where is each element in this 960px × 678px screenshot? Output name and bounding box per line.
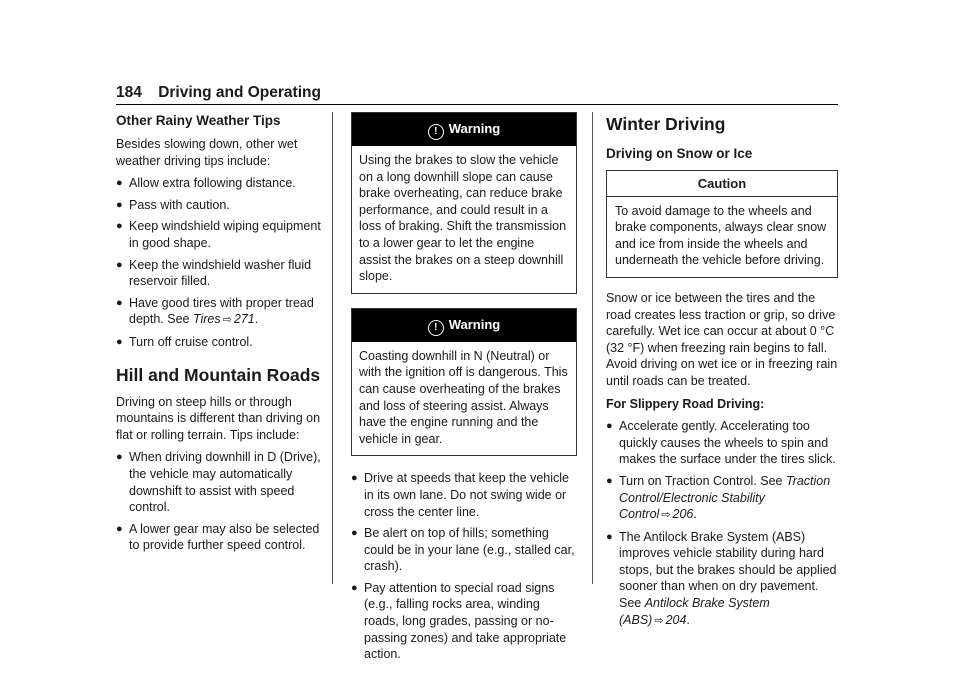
list-item: ● Be alert on top of hills; something could be in your lane (e.g., stalled car, crash). [351, 526, 575, 574]
list-item: ● A lower gear may also be selected to provide further speed control. [116, 521, 320, 553]
hill-roads-list [116, 449, 328, 554]
bullet-icon: ● [351, 472, 358, 485]
bullet-icon: ● [116, 451, 123, 464]
column-2 [351, 112, 577, 668]
bullet-icon: ● [351, 581, 358, 594]
list-item: ● Turn on Traction Control. See Traction Control/Electronic Stability Control ⇨ 206. [606, 473, 831, 522]
bullet-icon: ● [116, 198, 123, 211]
warning-body: Using the brakes to slow the vehicle on a long downhill slope can cause brake overheating, can reduce brake performance, and could result in a loss of braking. Shift the transmission to a lower gear to let the engine assist the brakes on a steep downhill slope. [359, 153, 567, 284]
bullet-icon: ● [116, 258, 123, 271]
list-item: ● Allow extra following distance. [116, 176, 296, 191]
page-ref-arrow-icon: ⇨ [661, 509, 671, 522]
bullet-icon: ● [116, 335, 123, 348]
warning-icon: ! [428, 320, 444, 336]
bullet-icon: ● [606, 420, 613, 433]
downhill-tips-list [351, 470, 577, 663]
list-item: ● Accelerate gently. Accelerating too quickly causes the wheels to spin and makes the surface under the tires slick. [606, 419, 836, 467]
page-ref-number[interactable]: 206 [672, 507, 694, 522]
list-item: ● Keep windshield wiping equipment in good shape. [116, 219, 321, 250]
slippery-road-list [606, 418, 838, 629]
section-title: Driving and Operating [158, 84, 321, 101]
column-3 [606, 112, 838, 634]
slippery-road-label: For Slippery Road Driving: [606, 396, 765, 411]
warning-icon: ! [428, 124, 444, 140]
page-ref-arrow-icon: ⇨ [654, 614, 664, 627]
warning-box-coasting [351, 308, 577, 457]
list-item: ● When driving downhill in D (Drive), the vehicle may automatically downshift to assist with speed control. [116, 450, 321, 515]
rainy-tips-list [116, 175, 328, 350]
page-header [116, 84, 838, 105]
hill-roads-intro: Driving on steep hills or through mountains is different than driving on flat or rolling terrain. Tips include: [116, 394, 321, 442]
column-1 [116, 112, 328, 559]
page-ref-number[interactable]: 204 [665, 612, 687, 627]
snow-ice-heading: Driving on Snow or Ice [606, 146, 753, 161]
caution-header: Caution [607, 171, 837, 197]
tires-link[interactable]: Tires [192, 312, 221, 327]
abs-link[interactable]: Antilock Brake System (ABS) [619, 596, 770, 627]
page-ref-arrow-icon: ⇨ [222, 314, 232, 327]
warning-header: ! Warning [352, 113, 576, 146]
bullet-icon: ● [116, 296, 123, 309]
bullet-icon: ● [116, 522, 123, 535]
bullet-icon: ● [606, 530, 613, 543]
traction-control-link[interactable]: Traction Control/Electronic Stability Control [619, 473, 831, 522]
bullet-icon: ● [606, 474, 613, 487]
column-divider-right [592, 112, 593, 584]
list-item: ● Have good tires with proper tread depth. See Tires ⇨ 271. [116, 295, 314, 327]
list-item: ● Pay attention to special road signs (e.g., falling rocks area, winding roads, long grades, passing or no-passing zones) and take appropriate action. [351, 580, 567, 662]
warning-body: Coasting downhill in N (Neutral) or with the ignition off is dangerous. This can cause overheating of the brakes and loss of steering assist. Always have the engine running and the vehicle in gear. [359, 348, 568, 446]
warning-box-brakes [351, 112, 577, 294]
column-divider-left [332, 112, 333, 584]
list-item: ● Drive at speeds that keep the vehicle in its own lane. Do not swing wide or cross the center line. [351, 471, 569, 519]
bullet-icon: ● [351, 527, 358, 540]
rainy-tips-heading: Other Rainy Weather Tips [116, 113, 281, 128]
list-item: ● Keep the windshield washer fluid reservoir filled. [116, 257, 312, 289]
list-item: ● Turn off cruise control. [116, 334, 253, 349]
hill-roads-heading: Hill and Mountain Roads [116, 364, 321, 385]
caution-body: To avoid damage to the wheels and brake components, always clear snow and ice from inside the wheels and underneath the vehicle before driving. [615, 203, 827, 268]
list-item: ● Pass with caution. [116, 197, 230, 212]
winter-driving-heading: Winter Driving [606, 114, 726, 134]
bullet-icon: ● [116, 220, 123, 233]
snow-ice-paragraph: Snow or ice between the tires and the road creates less traction or grip, so drive carefully. Wet ice can occur at about 0 °C (32 °F) when freezing rain begins to fall. Avoid driving on wet ice or in freezing rain until roads can be treated. [606, 290, 838, 388]
page-ref-number[interactable]: 271 [233, 312, 255, 327]
warning-header: ! Warning [352, 309, 576, 342]
bullet-icon: ● [116, 177, 123, 190]
rainy-tips-intro: Besides slowing down, other wet weather driving tips include: [116, 137, 298, 168]
caution-box [606, 170, 838, 278]
list-item: ● The Antilock Brake System (ABS) improves vehicle stability during hard stops, but the brakes should be applied sooner than when on dry pavement. See Antilock Brake System (ABS) ⇨ 204. [606, 529, 837, 627]
page-number: 184 [116, 84, 142, 101]
